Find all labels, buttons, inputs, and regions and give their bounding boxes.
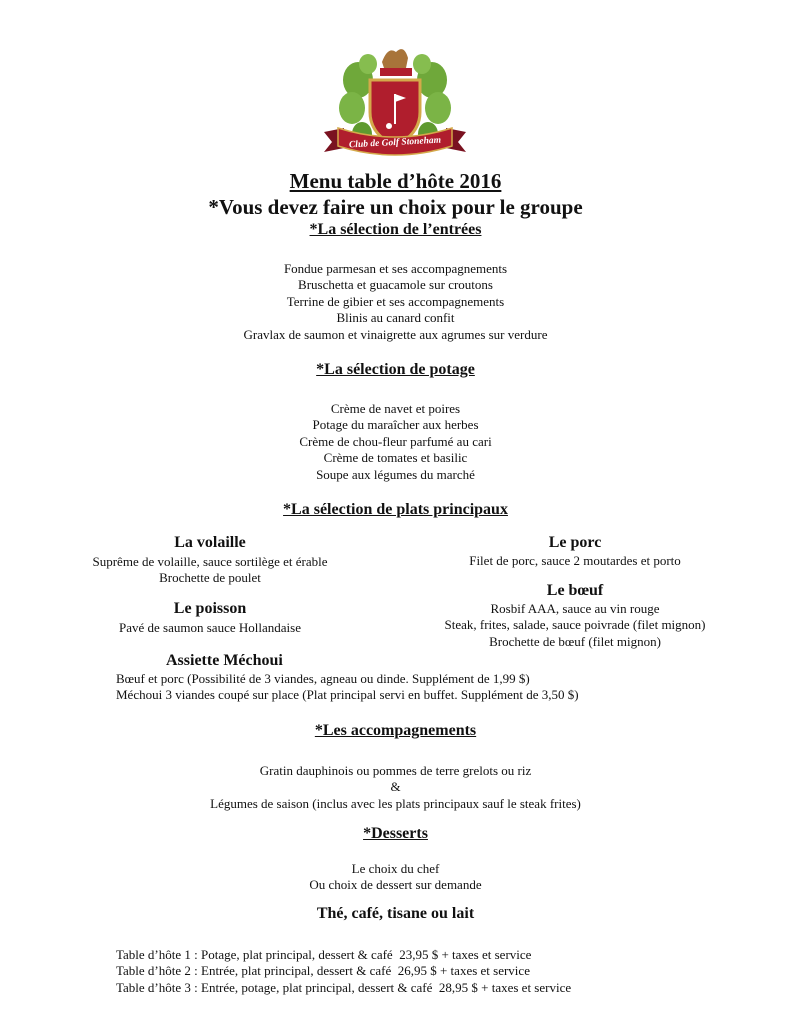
entree-item: Terrine de gibier et ses accompagnements: [286, 293, 505, 309]
poisson-title: Le poisson: [173, 600, 247, 617]
poisson-item: Pavé de saumon sauce Hollandaise: [119, 620, 301, 635]
volaille-title: La volaille: [174, 534, 246, 551]
potage-list: [0, 401, 791, 483]
volaille-item: Brochette de poulet: [159, 570, 261, 586]
club-crest-logo: [320, 42, 470, 167]
boeuf-item: Brochette de bœuf (filet mignon): [489, 633, 661, 649]
accompagnements-list: [0, 763, 791, 812]
porc-item: Filet de porc, sauce 2 moutardes et porto: [469, 553, 681, 568]
dessert-item: Ou choix de dessert sur demande: [309, 877, 482, 893]
entrees-heading: *La sélection de l’entrées: [309, 221, 482, 238]
boeuf-item: Rosbif AAA, sauce au vin rouge: [490, 601, 660, 616]
mechoui-list: [116, 671, 579, 704]
potage-item: Crème de chou-fleur parfumé au cari: [299, 433, 492, 449]
potage-item: Crème de navet et poires: [330, 401, 461, 416]
porc-list: [420, 553, 730, 569]
desserts-heading: *Desserts: [363, 825, 428, 842]
mechoui-title: Assiette Méchoui: [166, 652, 283, 669]
menu-title: Menu table d’hôte 2016: [289, 169, 502, 193]
desserts-list: [0, 861, 791, 894]
mechoui-item: Bœuf et porc (Possibilité de 3 viandes, agneau ou dinde. Supplément de 1,99 $): [116, 671, 530, 686]
boeuf-title: Le bœuf: [546, 582, 604, 599]
entree-item: Gravlax de saumon et vinaigrette aux agrumes sur verdure: [243, 326, 548, 342]
entree-item: Blinis au canard confit: [336, 310, 455, 326]
potage-item: Soupe aux légumes du marché: [316, 466, 475, 482]
potage-heading: *La sélection de potage: [316, 361, 475, 378]
boeuf-item: Steak, frites, salade, sauce poivrade (filet mignon): [444, 617, 706, 633]
entree-item: Bruschetta et guacamole sur croutons: [298, 277, 493, 293]
logo-banner-text: Club de Golf Stoneham: [348, 135, 442, 151]
table-hote-item: Table d’hôte 3 : Entrée, potage, plat principal, dessert & café 28,95 $ + taxes et service: [116, 979, 572, 995]
dessert-item: Le choix du chef: [351, 861, 440, 876]
poisson-list: [60, 620, 360, 636]
boeuf-list: [420, 601, 730, 650]
potage-item: Potage du maraîcher aux herbes: [312, 417, 479, 433]
porc-title: Le porc: [548, 534, 602, 551]
accompagnement-item: Légumes de saison (inclus avec les plats principaux sauf le steak frites): [210, 795, 581, 811]
boissons-heading: Thé, café, tisane ou lait: [316, 905, 475, 922]
entrees-list: [0, 261, 791, 343]
entree-item: Fondue parmesan et ses accompagnements: [283, 261, 508, 276]
table-hote-list: [116, 947, 571, 996]
mechoui-item: Méchoui 3 viandes coupé sur place (Plat principal servi en buffet. Supplément de 3,50 $): [116, 687, 579, 703]
volaille-item: Suprême de volaille, sauce sortilège et érable: [92, 554, 328, 569]
table-hote-item: Table d’hôte 2 : Entrée, plat principal, dessert & café 26,95 $ + taxes et service: [116, 963, 530, 979]
accompagnement-item: Gratin dauphinois ou pommes de terre grelots ou riz: [259, 763, 532, 778]
accompagnement-item: &: [390, 779, 401, 795]
accompagnements-heading: *Les accompagnements: [314, 722, 477, 739]
plats-heading: *La sélection de plats principaux: [283, 501, 508, 518]
table-hote-item: Table d’hôte 1 : Potage, plat principal, dessert & café 23,95 $ + taxes et service: [116, 947, 532, 962]
potage-item: Crème de tomates et basilic: [323, 450, 468, 466]
menu-subtitle: *Vous devez faire un choix pour le groupe: [208, 195, 583, 219]
volaille-list: [60, 554, 360, 587]
